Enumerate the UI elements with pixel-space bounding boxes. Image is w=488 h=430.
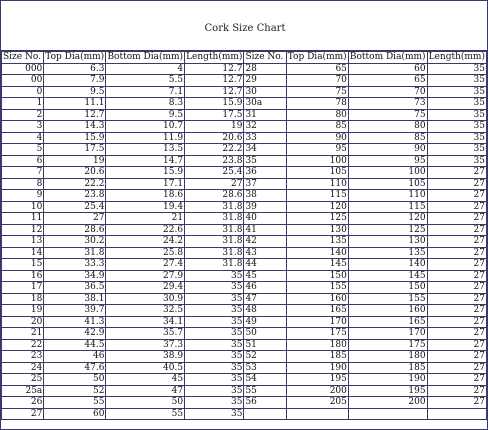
- table-row: [2, 63, 487, 75]
- table-row: [2, 351, 487, 363]
- cell-length-2[interactable]: 35: [427, 75, 486, 87]
- cell-size-no-2[interactable]: 54: [244, 374, 286, 386]
- cell-length-2[interactable]: 27: [427, 293, 486, 305]
- cell-length[interactable]: 31.8: [185, 247, 244, 259]
- cell-top-dia-2[interactable]: 78: [286, 98, 348, 110]
- cell-top-dia-2[interactable]: 175: [286, 328, 348, 340]
- cell-bottom-dia[interactable]: 19.4: [106, 201, 185, 213]
- cell-top-dia-2[interactable]: [286, 408, 348, 420]
- cell-bottom-dia-2[interactable]: 140: [348, 259, 427, 271]
- cell-bottom-dia[interactable]: 14.7: [106, 155, 185, 167]
- table-row: [2, 155, 487, 167]
- cell-top-dia-2[interactable]: 65: [286, 63, 348, 75]
- table-row: [2, 408, 487, 420]
- cell-size-no-2[interactable]: 50: [244, 328, 286, 340]
- cell-bottom-dia[interactable]: 25.8: [106, 247, 185, 259]
- cell-size-no-2[interactable]: 46: [244, 282, 286, 294]
- cell-size-no-2[interactable]: 53: [244, 362, 286, 374]
- table-row: [2, 247, 487, 259]
- cell-top-dia-2[interactable]: 205: [286, 397, 348, 409]
- cell-size-no[interactable]: 7: [2, 167, 44, 179]
- cell-bottom-dia[interactable]: 17.1: [106, 178, 185, 190]
- cell-size-no[interactable]: 2: [2, 109, 44, 121]
- table-body: [2, 63, 487, 420]
- cell-size-no[interactable]: 20: [2, 316, 44, 328]
- cell-top-dia-2[interactable]: 110: [286, 178, 348, 190]
- cell-length-2[interactable]: 35: [427, 63, 486, 75]
- cell-bottom-dia[interactable]: 18.6: [106, 190, 185, 202]
- table-row: [2, 305, 487, 317]
- cell-top-dia[interactable]: 19: [44, 155, 106, 167]
- header-row: [2, 52, 487, 64]
- cell-top-dia[interactable]: 41.3: [44, 316, 106, 328]
- cell-size-no-2[interactable]: 45: [244, 270, 286, 282]
- cell-length[interactable]: 19: [185, 121, 244, 133]
- cell-length-2[interactable]: 27: [427, 167, 486, 179]
- cell-size-no[interactable]: 22: [2, 339, 44, 351]
- cell-size-no[interactable]: 21: [2, 328, 44, 340]
- cell-length[interactable]: 35: [185, 351, 244, 363]
- cell-top-dia[interactable]: 52: [44, 385, 106, 397]
- cell-top-dia-2[interactable]: 80: [286, 109, 348, 121]
- table-row: [2, 144, 487, 156]
- cell-length[interactable]: 35: [185, 270, 244, 282]
- cell-size-no-2[interactable]: 35: [244, 155, 286, 167]
- cell-bottom-dia-2[interactable]: 70: [348, 86, 427, 98]
- table-row: [2, 167, 487, 179]
- cell-length-2[interactable]: 27: [427, 374, 486, 386]
- table-row: [2, 328, 487, 340]
- cell-size-no-2[interactable]: 55: [244, 385, 286, 397]
- cell-length[interactable]: 31.8: [185, 201, 244, 213]
- cell-top-dia[interactable]: 44.5: [44, 339, 106, 351]
- cell-length[interactable]: 28.6: [185, 190, 244, 202]
- cell-bottom-dia[interactable]: 5.5: [106, 75, 185, 87]
- cell-size-no-2[interactable]: 38: [244, 190, 286, 202]
- col-header-top-dia: Top Dia(mm): [45, 52, 105, 63]
- cell-bottom-dia-2[interactable]: 180: [348, 351, 427, 363]
- cell-length[interactable]: 35: [185, 385, 244, 397]
- cell-top-dia-2[interactable]: 195: [286, 374, 348, 386]
- cork-size-table: [1, 51, 487, 420]
- cell-size-no-2[interactable]: 32: [244, 121, 286, 133]
- cell-length[interactable]: 35: [185, 374, 244, 386]
- cell-size-no-2[interactable]: 47: [244, 293, 286, 305]
- cell-top-dia[interactable]: 38.1: [44, 293, 106, 305]
- cell-bottom-dia-2[interactable]: 195: [348, 385, 427, 397]
- cell-bottom-dia-2[interactable]: 60: [348, 63, 427, 75]
- cell-size-no[interactable]: 27: [2, 408, 44, 420]
- cell-top-dia[interactable]: 39.7: [44, 305, 106, 317]
- cell-top-dia[interactable]: 27: [44, 213, 106, 225]
- cell-length-2[interactable]: 27: [427, 397, 486, 409]
- table-row: [2, 224, 487, 236]
- cell-length[interactable]: 12.7: [185, 63, 244, 75]
- cell-length-2[interactable]: 27: [427, 305, 486, 317]
- cell-bottom-dia[interactable]: 47: [106, 385, 185, 397]
- cell-length[interactable]: 35: [185, 362, 244, 374]
- table-row: [2, 236, 487, 248]
- cell-bottom-dia-2[interactable]: 105: [348, 178, 427, 190]
- cell-size-no-2[interactable]: 34: [244, 144, 286, 156]
- cell-length[interactable]: 25.4: [185, 167, 244, 179]
- cell-top-dia-2[interactable]: 100: [286, 155, 348, 167]
- cell-size-no-2[interactable]: 30: [244, 86, 286, 98]
- cell-size-no-2[interactable]: 43: [244, 247, 286, 259]
- cell-size-no-2[interactable]: 36: [244, 167, 286, 179]
- cell-length-2[interactable]: 27: [427, 236, 486, 248]
- cell-top-dia[interactable]: 25.4: [44, 201, 106, 213]
- cell-size-no-2[interactable]: 51: [244, 339, 286, 351]
- cell-length-2[interactable]: 35: [427, 155, 486, 167]
- cell-length-2[interactable]: 27: [427, 224, 486, 236]
- table-row: [2, 374, 487, 386]
- cell-bottom-dia-2[interactable]: 110: [348, 190, 427, 202]
- cell-top-dia[interactable]: 7.9: [44, 75, 106, 87]
- cell-bottom-dia-2[interactable]: 95: [348, 155, 427, 167]
- cell-top-dia[interactable]: 34.9: [44, 270, 106, 282]
- table-row: [2, 397, 487, 409]
- cell-bottom-dia-2[interactable]: 150: [348, 282, 427, 294]
- cell-length-2[interactable]: 35: [427, 144, 486, 156]
- cell-size-no-2[interactable]: 33: [244, 132, 286, 144]
- cell-length-2[interactable]: 27: [427, 362, 486, 374]
- col-header-bottom-dia-2: Bottom Dia(mm): [349, 52, 426, 63]
- cell-size-no-2[interactable]: 49: [244, 316, 286, 328]
- table-row: [2, 385, 487, 397]
- table-row: [2, 132, 487, 144]
- cell-size-no[interactable]: 9: [2, 190, 44, 202]
- table-row: [2, 282, 487, 294]
- cell-size-no[interactable]: 17: [2, 282, 44, 294]
- cell-bottom-dia-2[interactable]: 170: [348, 328, 427, 340]
- cell-size-no[interactable]: 25: [2, 374, 44, 386]
- cell-size-no[interactable]: 00: [2, 75, 44, 87]
- cell-top-dia[interactable]: 23.8: [44, 190, 106, 202]
- cell-bottom-dia[interactable]: 34.1: [106, 316, 185, 328]
- cell-bottom-dia[interactable]: 40.5: [106, 362, 185, 374]
- cell-bottom-dia[interactable]: 9.5: [106, 109, 185, 121]
- table-row: [2, 75, 487, 87]
- cell-length[interactable]: 31.8: [185, 236, 244, 248]
- cell-bottom-dia-2[interactable]: 90: [348, 144, 427, 156]
- cell-bottom-dia[interactable]: 35.7: [106, 328, 185, 340]
- table-row: [2, 339, 487, 351]
- cell-size-no[interactable]: 0: [2, 86, 44, 98]
- cell-bottom-dia-2[interactable]: 125: [348, 224, 427, 236]
- cell-top-dia-2[interactable]: 105: [286, 167, 348, 179]
- cell-length-2[interactable]: 27: [427, 190, 486, 202]
- cell-top-dia[interactable]: 9.5: [44, 86, 106, 98]
- cell-size-no[interactable]: 23: [2, 351, 44, 363]
- cell-top-dia-2[interactable]: 155: [286, 282, 348, 294]
- cell-length[interactable]: 35: [185, 293, 244, 305]
- cell-top-dia-2[interactable]: 165: [286, 305, 348, 317]
- chart-title: Cork Size Chart: [1, 1, 488, 51]
- cell-length-2[interactable]: 27: [427, 213, 486, 225]
- cell-top-dia-2[interactable]: 145: [286, 259, 348, 271]
- cell-size-no[interactable]: 16: [2, 270, 44, 282]
- cell-top-dia-2[interactable]: 180: [286, 339, 348, 351]
- cell-size-no[interactable]: 8: [2, 178, 44, 190]
- cell-size-no-2[interactable]: 44: [244, 259, 286, 271]
- cell-length-2[interactable]: 35: [427, 98, 486, 110]
- cell-length[interactable]: 31.8: [185, 224, 244, 236]
- cell-bottom-dia[interactable]: 37.3: [106, 339, 185, 351]
- cell-length[interactable]: 35: [185, 339, 244, 351]
- cell-size-no-2[interactable]: 40: [244, 213, 286, 225]
- table-row: [2, 109, 487, 121]
- cell-length[interactable]: 35: [185, 316, 244, 328]
- col-header-length: Length(mm): [186, 52, 243, 63]
- cell-top-dia-2[interactable]: 90: [286, 132, 348, 144]
- cell-top-dia[interactable]: 33.3: [44, 259, 106, 271]
- cell-length-2[interactable]: 27: [427, 339, 486, 351]
- cell-size-no[interactable]: 3: [2, 121, 44, 133]
- cell-bottom-dia-2[interactable]: 160: [348, 305, 427, 317]
- table-row: [2, 259, 487, 271]
- col-header-top-dia-2: Top Dia(mm): [287, 52, 347, 63]
- cell-top-dia[interactable]: 12.7: [44, 109, 106, 121]
- cell-bottom-dia[interactable]: 32.5: [106, 305, 185, 317]
- cell-bottom-dia-2[interactable]: [348, 408, 427, 420]
- cell-length[interactable]: 35: [185, 282, 244, 294]
- cell-size-no-2[interactable]: 37: [244, 178, 286, 190]
- cell-top-dia[interactable]: 14.3: [44, 121, 106, 133]
- cell-bottom-dia-2[interactable]: 130: [348, 236, 427, 248]
- cell-length[interactable]: 35: [185, 397, 244, 409]
- cell-bottom-dia-2[interactable]: 145: [348, 270, 427, 282]
- cell-bottom-dia-2[interactable]: 135: [348, 247, 427, 259]
- cell-size-no[interactable]: 25a: [2, 385, 44, 397]
- cell-top-dia[interactable]: 22.2: [44, 178, 106, 190]
- cell-bottom-dia[interactable]: 4: [106, 63, 185, 75]
- col-header-bottom-dia: Bottom Dia(mm): [107, 52, 184, 63]
- cell-top-dia-2[interactable]: 70: [286, 75, 348, 87]
- cell-length[interactable]: 20.6: [185, 132, 244, 144]
- table-row: [2, 98, 487, 110]
- cell-length[interactable]: 12.7: [185, 75, 244, 87]
- cell-size-no[interactable]: 12: [2, 224, 44, 236]
- cell-top-dia-2[interactable]: 85: [286, 121, 348, 133]
- cell-size-no[interactable]: 26: [2, 397, 44, 409]
- cell-top-dia[interactable]: 46: [44, 351, 106, 363]
- cell-length[interactable]: 22.2: [185, 144, 244, 156]
- cell-size-no-2[interactable]: [244, 408, 286, 420]
- table-row: [2, 201, 487, 213]
- table-row: [2, 362, 487, 374]
- cell-length-2[interactable]: 35: [427, 132, 486, 144]
- cell-top-dia[interactable]: 11.1: [44, 98, 106, 110]
- cell-length-2[interactable]: 27: [427, 351, 486, 363]
- cell-top-dia-2[interactable]: 125: [286, 213, 348, 225]
- cell-length[interactable]: 35: [185, 328, 244, 340]
- cell-top-dia-2[interactable]: 140: [286, 247, 348, 259]
- cell-bottom-dia-2[interactable]: 155: [348, 293, 427, 305]
- cell-bottom-dia[interactable]: 7.1: [106, 86, 185, 98]
- cell-length-2[interactable]: 27: [427, 247, 486, 259]
- cell-bottom-dia-2[interactable]: 73: [348, 98, 427, 110]
- cell-size-no-2[interactable]: 30a: [244, 98, 286, 110]
- cell-bottom-dia-2[interactable]: 200: [348, 397, 427, 409]
- cell-size-no[interactable]: 15: [2, 259, 44, 271]
- cell-length-2[interactable]: 27: [427, 328, 486, 340]
- col-header-size-no: Size No.: [2, 52, 44, 64]
- cell-size-no[interactable]: 6: [2, 155, 44, 167]
- cell-bottom-dia[interactable]: 22.6: [106, 224, 185, 236]
- cell-bottom-dia[interactable]: 45: [106, 374, 185, 386]
- cell-top-dia-2[interactable]: 75: [286, 86, 348, 98]
- cell-size-no-2[interactable]: 56: [244, 397, 286, 409]
- cell-top-dia[interactable]: 50: [44, 374, 106, 386]
- cell-top-dia[interactable]: 42.9: [44, 328, 106, 340]
- cell-top-dia[interactable]: 55: [44, 397, 106, 409]
- cell-length[interactable]: 31.8: [185, 259, 244, 271]
- cell-length-2[interactable]: 35: [427, 121, 486, 133]
- cell-top-dia[interactable]: 47.6: [44, 362, 106, 374]
- cell-length-2[interactable]: 35: [427, 109, 486, 121]
- cell-bottom-dia[interactable]: 27.4: [106, 259, 185, 271]
- cell-length-2[interactable]: 27: [427, 385, 486, 397]
- cell-bottom-dia-2[interactable]: 65: [348, 75, 427, 87]
- cell-bottom-dia-2[interactable]: 120: [348, 213, 427, 225]
- cell-top-dia-2[interactable]: 115: [286, 190, 348, 202]
- cell-size-no[interactable]: 4: [2, 132, 44, 144]
- cell-top-dia-2[interactable]: 200: [286, 385, 348, 397]
- cell-bottom-dia-2[interactable]: 100: [348, 167, 427, 179]
- cell-top-dia-2[interactable]: 135: [286, 236, 348, 248]
- cell-size-no[interactable]: 1: [2, 98, 44, 110]
- cell-size-no-2[interactable]: 42: [244, 236, 286, 248]
- cell-length-2[interactable]: 27: [427, 201, 486, 213]
- cell-size-no-2[interactable]: 41: [244, 224, 286, 236]
- cell-top-dia[interactable]: 20.6: [44, 167, 106, 179]
- cell-bottom-dia[interactable]: 55: [106, 408, 185, 420]
- cell-bottom-dia[interactable]: 15.9: [106, 167, 185, 179]
- cell-top-dia-2[interactable]: 185: [286, 351, 348, 363]
- table-row: [2, 190, 487, 202]
- cell-length-2[interactable]: 35: [427, 86, 486, 98]
- cell-size-no-2[interactable]: 52: [244, 351, 286, 363]
- cell-bottom-dia-2[interactable]: 175: [348, 339, 427, 351]
- cell-bottom-dia[interactable]: 10.7: [106, 121, 185, 133]
- cell-top-dia[interactable]: 17.5: [44, 144, 106, 156]
- cell-bottom-dia-2[interactable]: 165: [348, 316, 427, 328]
- cell-bottom-dia[interactable]: 21: [106, 213, 185, 225]
- cell-length[interactable]: 12.7: [185, 86, 244, 98]
- cell-size-no[interactable]: 14: [2, 247, 44, 259]
- cell-size-no[interactable]: 19: [2, 305, 44, 317]
- cell-length[interactable]: 31.8: [185, 213, 244, 225]
- table-row: [2, 293, 487, 305]
- cell-size-no[interactable]: 18: [2, 293, 44, 305]
- col-header-size-no-2: Size No.: [244, 52, 286, 64]
- cell-bottom-dia[interactable]: 8.3: [106, 98, 185, 110]
- cell-length-2[interactable]: 27: [427, 178, 486, 190]
- cell-length-2[interactable]: [427, 408, 486, 420]
- cell-top-dia-2[interactable]: 95: [286, 144, 348, 156]
- cell-bottom-dia[interactable]: 11.9: [106, 132, 185, 144]
- cell-length[interactable]: 27: [185, 178, 244, 190]
- cell-length-2[interactable]: 27: [427, 259, 486, 271]
- cell-top-dia[interactable]: 6.3: [44, 63, 106, 75]
- table-row: [2, 213, 487, 225]
- cell-size-no[interactable]: 24: [2, 362, 44, 374]
- cell-length[interactable]: 17.5: [185, 109, 244, 121]
- cell-bottom-dia[interactable]: 38.9: [106, 351, 185, 363]
- cell-bottom-dia[interactable]: 27.9: [106, 270, 185, 282]
- cell-top-dia[interactable]: 60: [44, 408, 106, 420]
- cell-length-2[interactable]: 27: [427, 316, 486, 328]
- cell-size-no-2[interactable]: 29: [244, 75, 286, 87]
- cell-bottom-dia-2[interactable]: 185: [348, 362, 427, 374]
- cell-size-no[interactable]: 10: [2, 201, 44, 213]
- table-row: [2, 270, 487, 282]
- cell-bottom-dia[interactable]: 13.5: [106, 144, 185, 156]
- cell-bottom-dia-2[interactable]: 85: [348, 132, 427, 144]
- cell-bottom-dia-2[interactable]: 75: [348, 109, 427, 121]
- cell-top-dia-2[interactable]: 160: [286, 293, 348, 305]
- cell-bottom-dia-2[interactable]: 190: [348, 374, 427, 386]
- cell-top-dia-2[interactable]: 130: [286, 224, 348, 236]
- cell-size-no[interactable]: 5: [2, 144, 44, 156]
- cell-length-2[interactable]: 27: [427, 282, 486, 294]
- cell-bottom-dia-2[interactable]: 115: [348, 201, 427, 213]
- col-header-length-2: Length(mm): [428, 52, 485, 63]
- cell-size-no-2[interactable]: 31: [244, 109, 286, 121]
- cell-size-no-2[interactable]: 48: [244, 305, 286, 317]
- cell-length-2[interactable]: 27: [427, 270, 486, 282]
- cell-size-no[interactable]: 000: [2, 63, 44, 75]
- cell-top-dia[interactable]: 36.5: [44, 282, 106, 294]
- table-row: [2, 86, 487, 98]
- cell-size-no[interactable]: 11: [2, 213, 44, 225]
- table-row: [2, 178, 487, 190]
- cell-length[interactable]: 35: [185, 305, 244, 317]
- cell-length[interactable]: 35: [185, 408, 244, 420]
- table-row: [2, 121, 487, 133]
- cell-size-no-2[interactable]: 39: [244, 201, 286, 213]
- cell-size-no[interactable]: 13: [2, 236, 44, 248]
- cell-top-dia-2[interactable]: 120: [286, 201, 348, 213]
- cell-size-no-2[interactable]: 28: [244, 63, 286, 75]
- cell-top-dia-2[interactable]: 150: [286, 270, 348, 282]
- cell-top-dia[interactable]: 28.6: [44, 224, 106, 236]
- cell-length[interactable]: 23.8: [185, 155, 244, 167]
- cell-bottom-dia[interactable]: 50: [106, 397, 185, 409]
- cell-top-dia-2[interactable]: 190: [286, 362, 348, 374]
- cell-bottom-dia[interactable]: 24.2: [106, 236, 185, 248]
- cell-top-dia[interactable]: 31.8: [44, 247, 106, 259]
- cell-bottom-dia-2[interactable]: 80: [348, 121, 427, 133]
- cell-top-dia[interactable]: 15.9: [44, 132, 106, 144]
- cell-bottom-dia[interactable]: 29.4: [106, 282, 185, 294]
- cell-top-dia-2[interactable]: 170: [286, 316, 348, 328]
- cell-bottom-dia[interactable]: 30.9: [106, 293, 185, 305]
- cell-top-dia[interactable]: 30.2: [44, 236, 106, 248]
- table-row: [2, 316, 487, 328]
- cell-length[interactable]: 15.9: [185, 98, 244, 110]
